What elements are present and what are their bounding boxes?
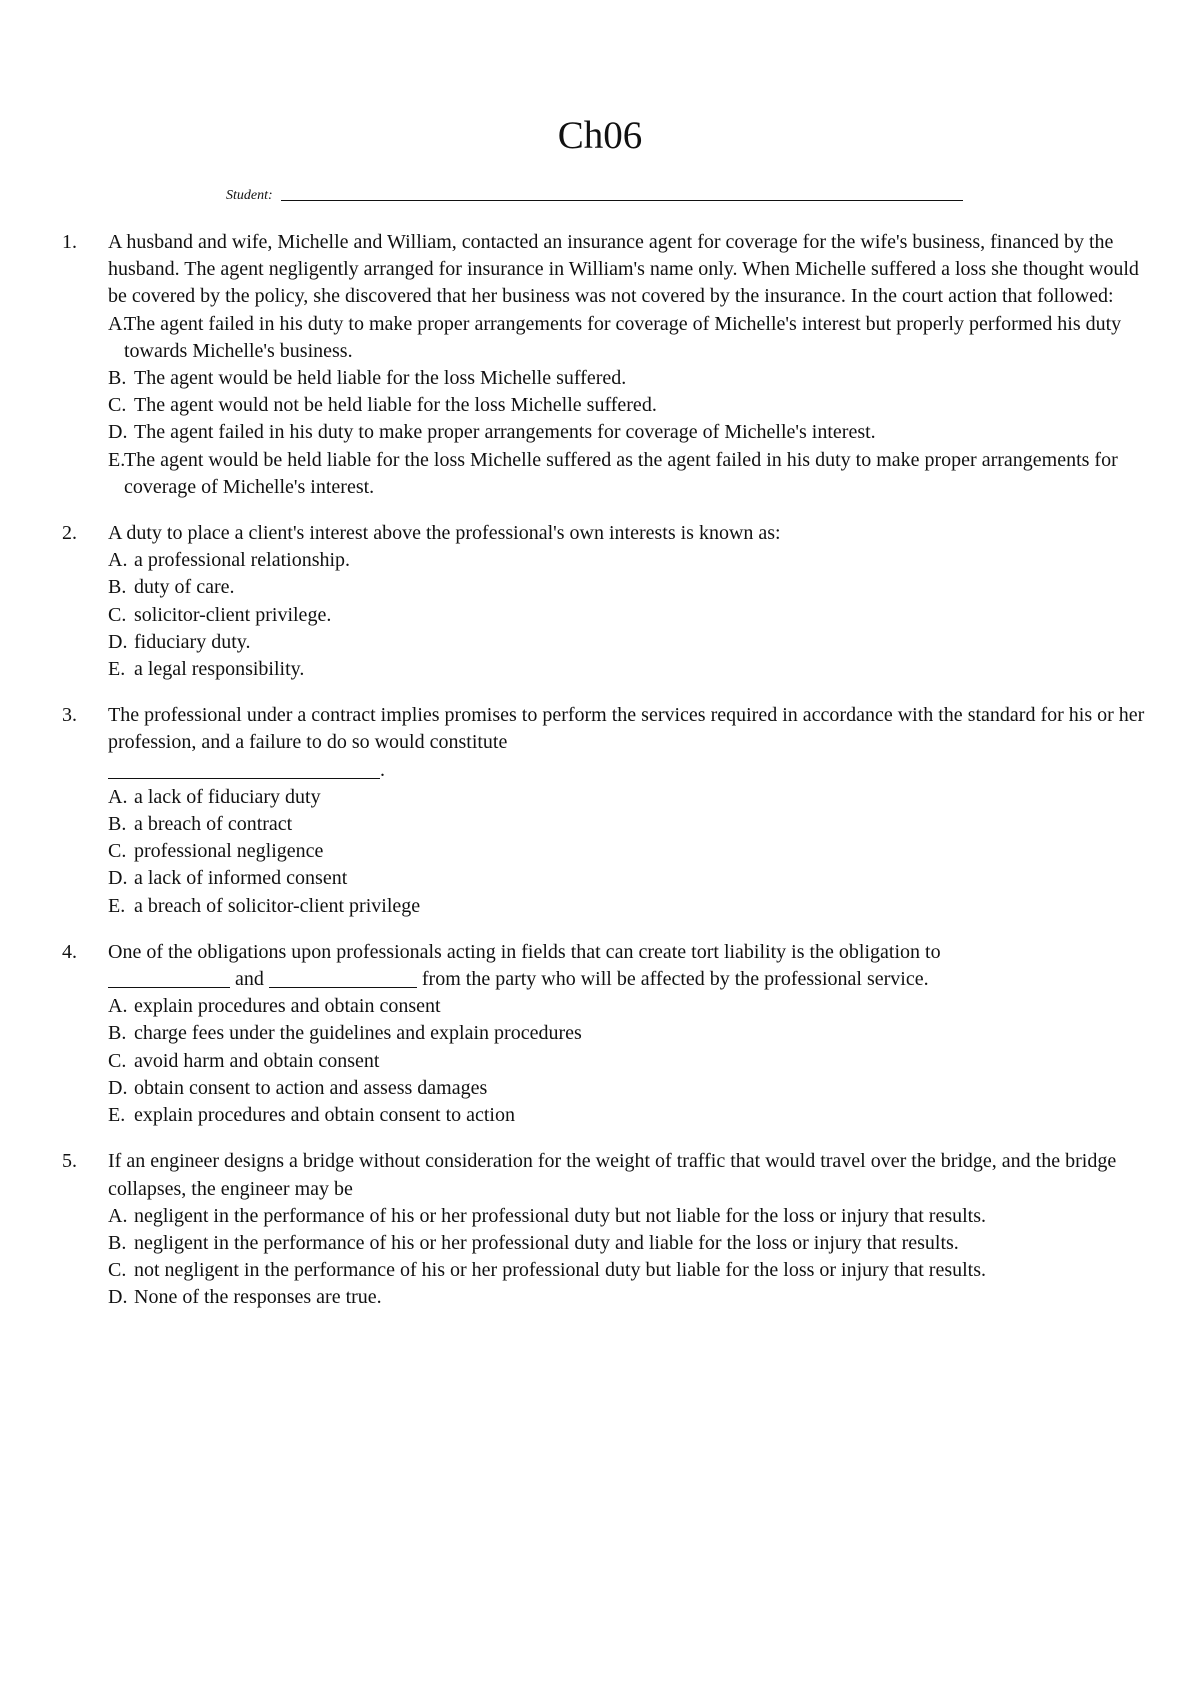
option-text: solicitor-client privilege. xyxy=(134,603,332,626)
option-letter: E. xyxy=(108,1104,126,1127)
option-text: negligent in the performance of his or her professional duty but not liable for the loss or injury that results. xyxy=(134,1204,987,1227)
option-letter: D. xyxy=(108,1286,128,1309)
option-b xyxy=(108,574,1152,601)
question-number: 4. xyxy=(62,940,77,963)
option-letter: C. xyxy=(108,1049,127,1072)
option-text: a breach of solicitor-client privilege xyxy=(134,894,421,917)
question-stem-text: and xyxy=(235,968,264,991)
question-stem xyxy=(108,939,1152,993)
fill-in-blank xyxy=(108,968,230,988)
option-letter: C. xyxy=(108,840,127,863)
option-letter: E. xyxy=(108,894,126,917)
option-a xyxy=(108,1203,1152,1230)
option-text: charge fees under the guidelines and explain procedures xyxy=(134,1022,582,1045)
option-letter: A. xyxy=(108,549,128,572)
option-d xyxy=(108,1284,1152,1311)
option-text: The agent would be held liable for the loss Michelle suffered. xyxy=(134,367,627,390)
question-number: 3. xyxy=(62,704,77,727)
option-letter: B. xyxy=(108,1022,127,1045)
option-text: a legal responsibility. xyxy=(134,658,305,681)
option-b xyxy=(108,365,1152,392)
question-1 xyxy=(62,229,1152,501)
option-text: explain procedures and obtain consent xyxy=(134,995,441,1018)
option-b xyxy=(108,811,1152,838)
option-letter: C. xyxy=(108,603,127,626)
option-c xyxy=(108,1257,1152,1284)
option-c xyxy=(108,602,1152,629)
fill-in-blank xyxy=(108,759,380,779)
option-text: explain procedures and obtain consent to action xyxy=(134,1104,515,1127)
option-letter: A. xyxy=(108,785,128,808)
question-2 xyxy=(62,520,1152,683)
option-letter: C. xyxy=(108,394,127,417)
option-text: duty of care. xyxy=(134,576,235,599)
option-b xyxy=(108,1020,1152,1047)
option-c xyxy=(108,1048,1152,1075)
option-letter: D. xyxy=(108,421,128,444)
question-stem: A husband and wife, Michelle and William, contacted an insurance agent for coverage for the wife's business, financed by the husband. The agent negligently arranged for insurance in William's name only. When Michelle suffered a loss she thought would be covered by the policy, she discovered that her business was not covered by the insurance. In the court action that followed: xyxy=(108,231,1139,308)
option-letter: C. xyxy=(108,1259,127,1282)
option-letter: D. xyxy=(108,867,128,890)
option-text: professional negligence xyxy=(134,840,324,863)
question-stem: If an engineer designs a bridge without consideration for the weight of traffic that would travel over the bridge, and the bridge collapses, the engineer may be xyxy=(108,1150,1117,1200)
option-letter: B. xyxy=(108,367,127,390)
page-title: Ch06 xyxy=(557,114,643,157)
question-4 xyxy=(62,939,1152,1129)
option-letter: D. xyxy=(108,1076,128,1099)
option-a xyxy=(108,311,1152,365)
option-e xyxy=(108,656,1152,683)
option-d xyxy=(108,865,1152,892)
option-text: The agent failed in his duty to make proper arrangements for coverage of Michelle's interest but properly performed his duty towards Michelle's business. xyxy=(124,312,1122,362)
question-stem: The professional under a contract implies promises to perform the services required in accordance with the standard for his or her profession, and a failure to do so would constitute . xyxy=(108,704,1145,781)
option-a xyxy=(108,993,1152,1020)
question-stem-text: The professional under a contract implies promises to perform the services required in accordance with the standard for his or her profession, and a failure to do so would constitute xyxy=(108,704,1145,754)
option-text: The agent failed in his duty to make proper arrangements for coverage of Michelle's interest. xyxy=(134,421,876,444)
option-letter: B. xyxy=(108,813,127,836)
option-letter: E. xyxy=(108,658,126,681)
option-letter: D. xyxy=(108,630,128,653)
option-e xyxy=(108,893,1152,920)
question-stem-text: One of the obligations upon professionals acting in fields that can create tort liability is the obligation to xyxy=(108,940,941,963)
option-text: fiduciary duty. xyxy=(134,630,251,653)
option-text: The agent would be held liable for the loss Michelle suffered as the agent failed in his duty to make proper arrangements for coverage of Michelle's interest. xyxy=(124,448,1118,498)
question-stem-text: from the party who will be affected by the professional service. xyxy=(421,968,929,991)
option-letter: A. xyxy=(108,312,128,335)
question-stem: A duty to place a client's interest above the professional's own interests is known as: xyxy=(108,522,781,545)
option-text: not negligent in the performance of his or her professional duty but liable for the loss or injury that results. xyxy=(134,1259,987,1282)
option-letter: A. xyxy=(108,995,128,1018)
question-number: 5. xyxy=(62,1150,77,1173)
option-e xyxy=(108,1102,1152,1129)
option-text: a lack of fiduciary duty xyxy=(134,785,321,808)
option-c xyxy=(108,392,1152,419)
option-text: The agent would not be held liable for the loss Michelle suffered. xyxy=(134,394,657,417)
option-letter: B. xyxy=(108,1231,127,1254)
option-b xyxy=(108,1230,1152,1257)
student-name-line xyxy=(281,200,963,201)
option-e xyxy=(108,447,1152,501)
option-d xyxy=(108,629,1152,656)
option-text: a breach of contract xyxy=(134,813,293,836)
option-d xyxy=(108,419,1152,446)
option-a xyxy=(108,784,1152,811)
option-letter: A. xyxy=(108,1204,128,1227)
question-3 xyxy=(62,702,1152,920)
option-text: a lack of informed consent xyxy=(134,867,348,890)
option-c xyxy=(108,838,1152,865)
option-a xyxy=(108,547,1152,574)
option-letter: E. xyxy=(108,448,126,471)
option-d xyxy=(108,1075,1152,1102)
option-text: a professional relationship. xyxy=(134,549,351,572)
option-text: obtain consent to action and assess damages xyxy=(134,1076,488,1099)
option-text: negligent in the performance of his or her professional duty and liable for the loss or injury that results. xyxy=(134,1231,959,1254)
option-letter: B. xyxy=(108,576,127,599)
student-name-field xyxy=(226,188,963,204)
question-list xyxy=(62,229,1152,1331)
question-5 xyxy=(62,1148,1152,1311)
option-text: avoid harm and obtain consent xyxy=(134,1049,380,1072)
question-number: 2. xyxy=(62,522,77,545)
student-label: Student: xyxy=(226,188,273,203)
option-text: None of the responses are true. xyxy=(134,1286,382,1309)
question-number: 1. xyxy=(62,231,77,253)
fill-in-blank xyxy=(269,968,417,988)
